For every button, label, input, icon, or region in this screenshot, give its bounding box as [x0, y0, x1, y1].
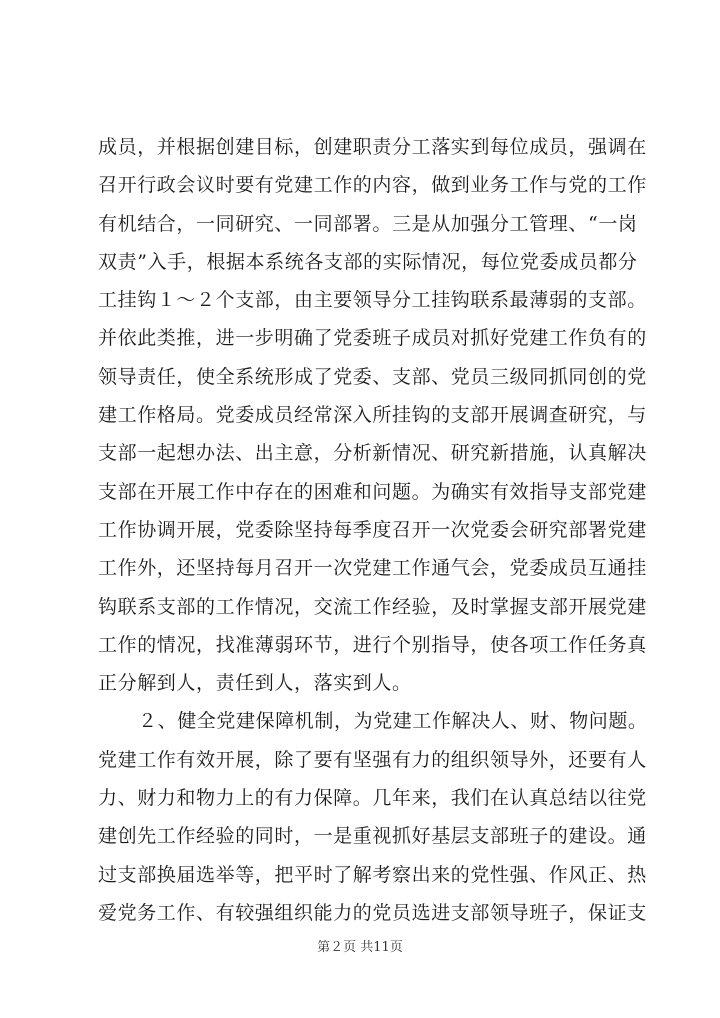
- text-line: 双责”入手，根据本系统各支部的实际情况，每位党委成员都分: [98, 250, 638, 273]
- text-line: 召开行政会议时要有党建工作的内容，做到业务工作与党的工作: [98, 174, 647, 197]
- text-line: 力、财力和物力上的有力保障。几年来，我们在认真总结以往党: [98, 787, 647, 810]
- text-line: 爱党务工作、有较强组织能力的党员选进支部领导班子，保证支: [98, 901, 647, 924]
- section-heading-line: ２、健全党建保障机制，为党建工作解决人、财、物问题。: [138, 710, 648, 733]
- text-line: 支部一起想办法、出主意，分析新情况、研究新措施，认真解决: [98, 442, 647, 465]
- text-line: 正分解到人，责任到人，落实到人。: [98, 672, 412, 695]
- text-line: 有机结合，一同研究、一同部署。三是从加强分工管理、“一岗: [98, 212, 638, 235]
- text-line: 成员，并根据创建目标，创建职责分工落实到每位成员，强调在: [98, 136, 647, 158]
- text-line: 工作协调开展，党委除坚持每季度召开一次党委会研究部署党建: [98, 518, 647, 541]
- text-line: 工挂钩１～２个支部，由主要领导分工挂钩联系最薄弱的支部。: [98, 289, 647, 312]
- text-line: 工作的情况，找准薄弱环节，进行个别指导，使各项工作任务真: [98, 633, 647, 656]
- text-line: 建工作格局。党委成员经常深入所挂钩的支部开展调查研究，与: [98, 404, 647, 427]
- body-text: [98, 128, 658, 932]
- text-line: 过支部换届选举等，把平时了解考察出来的党性强、作风正、热: [98, 863, 647, 886]
- text-line: 并依此类推，进一步明确了党委班子成员对抓好党建工作负有的: [98, 327, 647, 350]
- text-line: 党建工作有效开展，除了要有坚强有力的组织领导外，还要有人: [98, 748, 647, 771]
- page-number-footer: 第２页 共11页: [317, 940, 403, 955]
- text-line: 工作外，还坚持每月召开一次党建工作通气会，党委成员互通挂: [98, 557, 647, 580]
- text-line: 钩联系支部的工作情况，交流工作经验，及时掌握支部开展党建: [98, 595, 647, 618]
- text-line: 领导责任，使全系统形成了党委、支部、党员三级同抓同创的党: [98, 365, 647, 388]
- text-line: 支部在开展工作中存在的困难和问题。为确实有效指导支部党建: [98, 480, 647, 503]
- text-line: 建创先工作经验的同时，一是重视抓好基层支部班子的建设。通: [98, 825, 647, 848]
